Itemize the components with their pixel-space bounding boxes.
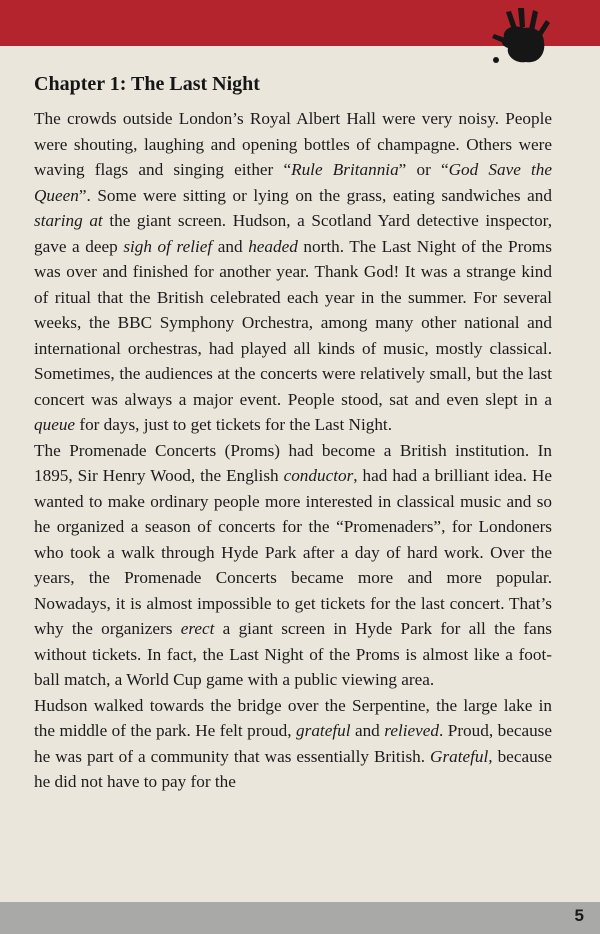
text-run: a giant screen in Hyde Park for all the fans without tickets. In fact, the Last Night of the Proms is almost like a football match, a World Cup game with a public viewing area. <box>34 619 552 689</box>
footer-band <box>0 902 600 934</box>
italic-term: queue <box>34 415 76 434</box>
text-run: because he did not have to pay for the <box>34 746 552 791</box>
text-run: for days, just to get tickets for the Last Night. <box>75 415 393 434</box>
text-run: north. The Last Night of the Proms was over and finished for another year. Thank God! It was a strange kind of ritual that the British celebrated each year in the summer. For several weeks, the BBC Symphony Orchestra, among many other national and international orchestras, had played all kinds of music, mostly classical. Sometimes, the audiences at the concerts were relatively small, but the last concert was always a major event. People stood, sat and even slept in a <box>34 236 552 409</box>
text-run: The Promenade Concerts (Proms) had become a British institution. In 1895, Sir Henry Wood, the English <box>34 440 552 485</box>
text-run: and <box>212 236 249 256</box>
italic-term: God Save the Queen <box>34 160 553 205</box>
paragraph-1 <box>34 106 552 438</box>
page-number: 5 <box>574 906 584 925</box>
text-run: and <box>350 721 385 740</box>
italic-term: sigh of relief <box>123 236 213 256</box>
text-run: the giant screen. Hudson, a Scotland Yard detective inspector, gave a deep <box>34 211 552 256</box>
text-run: Hudson walked towards the bridge over the Serpentine, the large lake in the middle of the park. He felt proud, <box>34 695 552 740</box>
paragraph-3 <box>34 693 552 795</box>
paragraph-2 <box>34 438 552 693</box>
text-run: . Proud, because he was part of a community that was essentially British. <box>34 721 552 766</box>
italic-term: Grateful, <box>430 746 493 766</box>
italic-term: grateful <box>296 721 351 740</box>
italic-term: staring at <box>34 211 103 230</box>
text-run: , had had a brilliant idea. He wanted to make ordinary people more interested in classical music and so he organized a season of concerts for the “Promenaders”, for Londoners who took a walk through Hyde Park after a day of hard work. Over the years, the Promenade Concerts became more and more popular. Nowadays, it is almost impossible to get tickets for the last concert. That’s why the organizers <box>34 466 552 638</box>
text-run: The crowds outside London’s Royal Albert Hall were very noisy. People were shouting, laughing and opening bottles of champagne. Others were waving flags and singing either “ <box>34 109 552 179</box>
chapter-title: Chapter 1: The Last Night <box>34 73 260 95</box>
italic-term: relieved <box>384 721 439 740</box>
italic-term: erect <box>180 619 215 638</box>
text-run: ” or “ <box>398 160 449 179</box>
italic-term: Rule Britannia <box>291 160 399 179</box>
handprint-icon <box>484 4 556 74</box>
italic-term: headed <box>248 236 298 256</box>
italic-term: conductor <box>283 466 354 485</box>
text-run: ”. Some were sitting or lying on the grass, eating sandwiches and <box>78 185 552 205</box>
page-content <box>34 68 552 795</box>
